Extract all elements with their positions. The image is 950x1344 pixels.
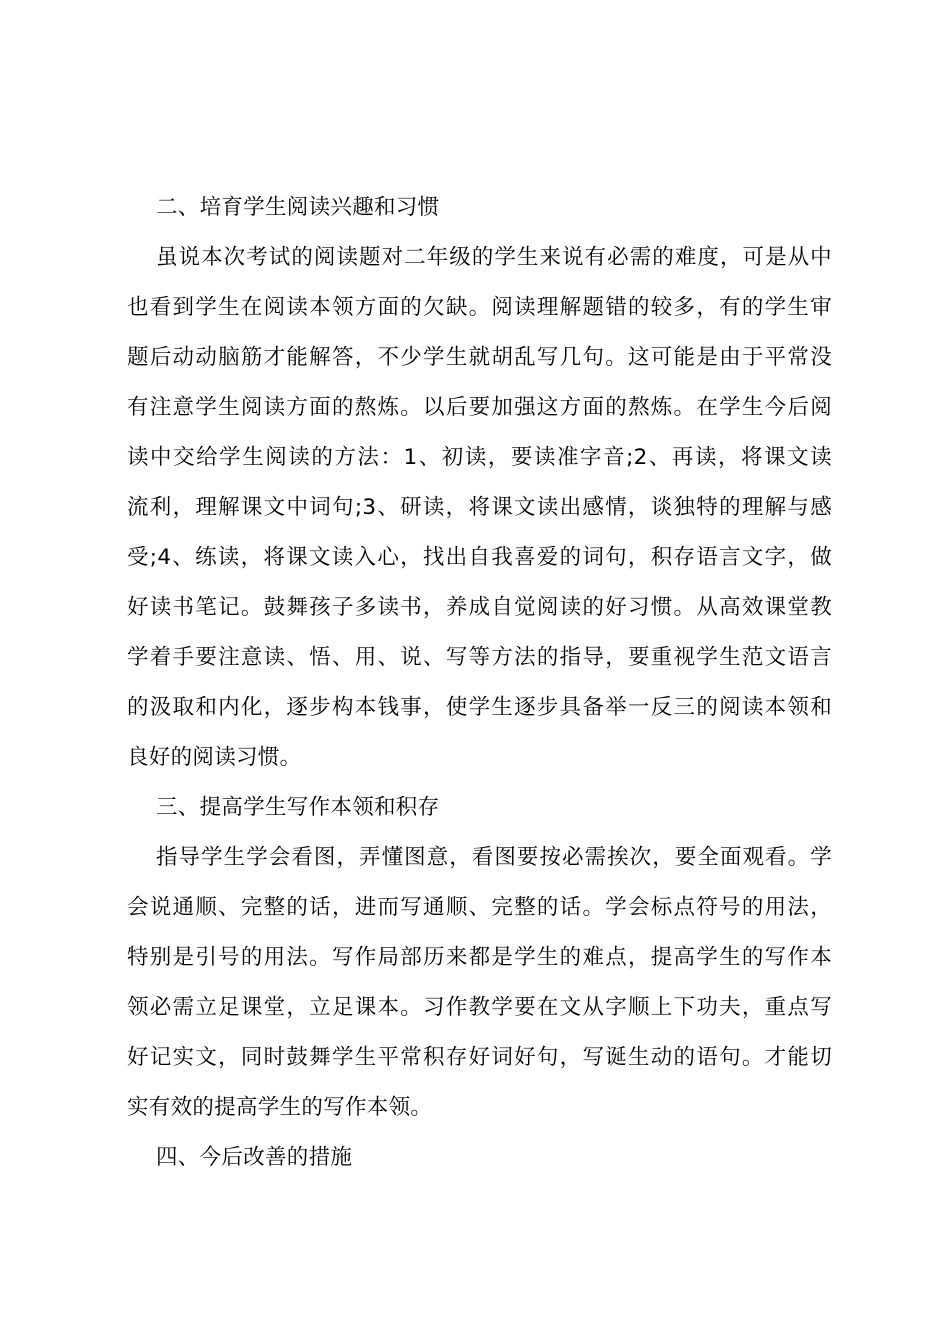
paragraph-line: 受;4、练读，将课文读入心，找出自我喜爱的词句，积存语言文字，做 xyxy=(127,545,832,570)
paragraph-line: 会说通顺、完整的话，进而写通顺、完整的话。学会标点符号的用法， xyxy=(127,895,832,920)
paragraph-line: 学着手要注意读、悟、用、说、写等方法的指导，要重视学生范文语言 xyxy=(127,645,832,670)
paragraph-line: 的汲取和内化，逐步构本钱事，使学生逐步具备举一反三的阅读本领和 xyxy=(127,695,832,720)
paragraph-line: 流利，理解课文中词句;3、研读，将课文读出感情，谈独特的理解与感 xyxy=(127,495,832,520)
paragraph-line: 好记实文，同时鼓舞学生平常积存好词好句，写诞生动的语句。才能切 xyxy=(127,1045,832,1070)
paragraph-line: 实有效的提高学生的写作本领。 xyxy=(127,1095,433,1120)
paragraph-line: 有注意学生阅读方面的熬炼。以后要加强这方面的熬炼。在学生今后阅 xyxy=(127,395,832,420)
paragraph-line: 读中交给学生阅读的方法：1、初读，要读准字音;2、再读，将课文读 xyxy=(127,445,832,470)
paragraph-line: 题后动动脑筋才能解答，不少学生就胡乱写几句。这可能是由于平常没 xyxy=(127,345,832,370)
document-page xyxy=(127,183,832,1183)
paragraph-line: 也看到学生在阅读本领方面的欠缺。阅读理解题错的较多，有的学生审 xyxy=(127,295,832,320)
paragraph-line: 领必需立足课堂，立足课本。习作教学要在文从字顺上下功夫，重点写 xyxy=(127,995,832,1020)
paragraph-line: 指导学生学会看图，弄懂图意，看图要按必需挨次，要全面观看。学 xyxy=(156,845,832,870)
section-heading-4: 四、今后改善的措施 xyxy=(156,1145,353,1170)
paragraph-line: 良好的阅读习惯。 xyxy=(127,745,302,770)
section-heading-2: 二、培育学生阅读兴趣和习惯 xyxy=(156,195,440,220)
paragraph-line: 特别是引号的用法。写作局部历来都是学生的难点，提高学生的写作本 xyxy=(127,945,832,970)
paragraph-reading xyxy=(127,233,832,783)
section-heading-3: 三、提高学生写作本领和积存 xyxy=(156,795,440,820)
paragraph-line: 虽说本次考试的阅读题对二年级的学生来说有必需的难度，可是从中 xyxy=(156,245,832,270)
paragraph-writing xyxy=(127,833,832,1133)
paragraph-line: 好读书笔记。鼓舞孩子多读书，养成自觉阅读的好习惯。从高效课堂教 xyxy=(127,595,832,620)
